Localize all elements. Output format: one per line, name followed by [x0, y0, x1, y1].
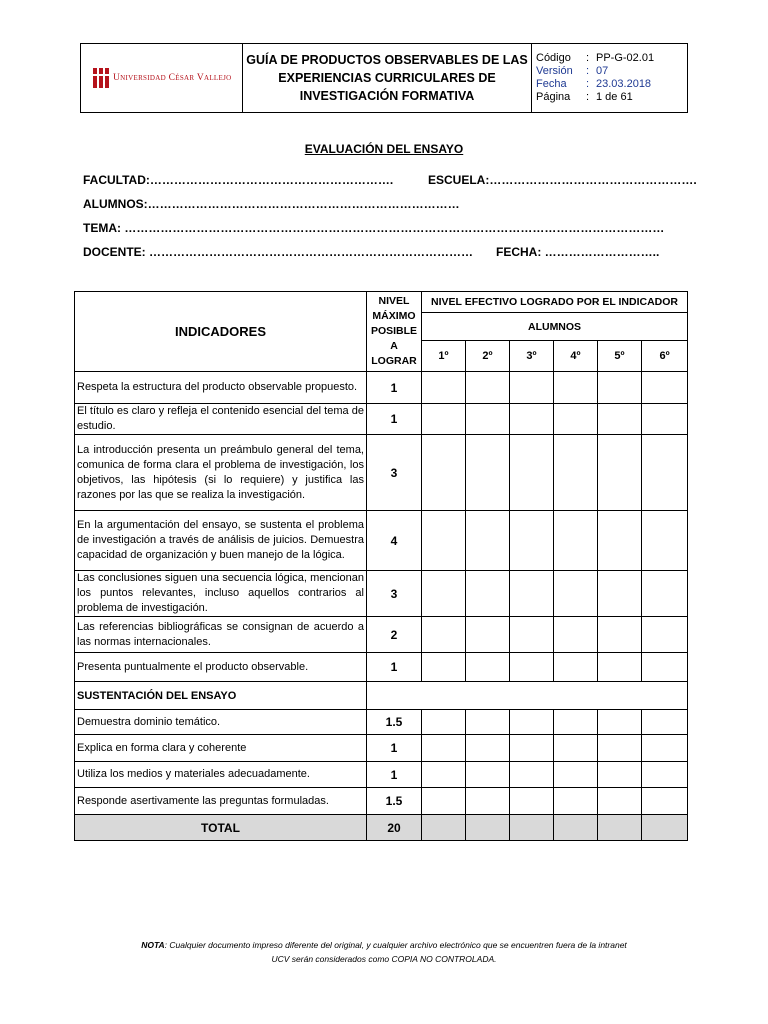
indicator-text: Las conclusiones siguen una secuencia lógica, mencionan los puntos relevantes, incluso aquellos contrarios al problema de investigación. [75, 571, 367, 617]
max-score: 4 [367, 511, 422, 571]
header-nivel-maximo: NIVEL MÁXIMO POSIBLE A LOGRAR [367, 292, 422, 372]
score-cell[interactable] [466, 617, 510, 653]
score-cell[interactable] [642, 404, 688, 435]
score-cell[interactable] [466, 571, 510, 617]
section-row [75, 682, 688, 710]
fecha-field[interactable]: FECHA: ……………………….. [496, 245, 660, 259]
meta-code: Código : PP-G-02.01 [536, 52, 655, 64]
score-cell[interactable] [554, 435, 598, 511]
score-cell[interactable] [510, 617, 554, 653]
score-cell[interactable] [466, 435, 510, 511]
header-alumnos: ALUMNOS [422, 313, 688, 341]
max-score: 1 [367, 735, 422, 762]
section-title: SUSTENTACIÓN DEL ENSAYO [75, 682, 367, 710]
table-row [75, 435, 688, 511]
score-cell[interactable] [510, 735, 554, 762]
document-title [243, 44, 532, 113]
score-cell[interactable] [510, 762, 554, 788]
score-cell[interactable] [598, 762, 642, 788]
tema-field[interactable]: TEMA: ……………………………………………………………………………………………………………………… [83, 221, 665, 235]
score-cell[interactable] [598, 710, 642, 735]
score-cell[interactable] [642, 735, 688, 762]
note-label: NOTA [141, 940, 165, 950]
section-blank [367, 682, 688, 710]
score-cell[interactable] [466, 372, 510, 404]
escuela-field[interactable]: ESCUELA:……………………………………………. [428, 173, 697, 187]
note-line-2: UCV serán considerados como COPIA NO CONTROLADA. [271, 954, 497, 964]
title-line: EXPERIENCIAS CURRICULARES DE [278, 71, 496, 85]
score-cell[interactable] [598, 435, 642, 511]
score-cell[interactable] [466, 788, 510, 815]
score-cell[interactable] [554, 617, 598, 653]
table-row [75, 710, 688, 735]
evaluation-table [74, 291, 688, 841]
indicator-text: En la argumentación del ensayo, se sustenta el problema de investigación a través de análisis de juicios. Demuestra capacidad de organización y buen manejo de la lógica. [75, 511, 367, 571]
indicator-text: Respeta la estructura del producto observable propuesto. [75, 372, 367, 404]
indicator-text: Presenta puntualmente el producto observable. [75, 653, 367, 682]
table-row [75, 788, 688, 815]
facultad-field[interactable]: FACULTAD:……………………………………………………. [83, 173, 394, 187]
score-cell[interactable] [422, 762, 466, 788]
max-score: 1 [367, 372, 422, 404]
score-cell[interactable] [510, 435, 554, 511]
header-nivel-efectivo: NIVEL EFECTIVO LOGRADO POR EL INDICADOR [422, 292, 688, 313]
score-cell[interactable] [422, 653, 466, 682]
score-cell[interactable] [422, 735, 466, 762]
docente-field[interactable]: DOCENTE: ……………………………………………………………………… [83, 245, 473, 259]
score-cell[interactable] [510, 372, 554, 404]
score-cell[interactable] [554, 762, 598, 788]
score-cell[interactable] [510, 788, 554, 815]
score-cell[interactable] [554, 653, 598, 682]
indicator-text: Las referencias bibliográficas se consignan de acuerdo a las normas internacionales. [75, 617, 367, 653]
score-cell[interactable] [598, 653, 642, 682]
score-cell[interactable] [422, 404, 466, 435]
score-cell[interactable] [598, 404, 642, 435]
score-cell[interactable] [642, 617, 688, 653]
score-cell[interactable] [554, 571, 598, 617]
total-cell[interactable] [598, 815, 642, 841]
score-cell[interactable] [642, 762, 688, 788]
score-cell[interactable] [642, 372, 688, 404]
student-col-5: 5º [598, 341, 642, 372]
score-cell[interactable] [466, 710, 510, 735]
note-line-1: NOTA: Cualquier documento impreso diferente del original, y cualquier archivo electrónico que se encuentren fuera de la intranet [141, 940, 627, 950]
header-indicadores: INDICADORES [75, 292, 367, 372]
student-col-6: 6º [642, 341, 688, 372]
max-score: 3 [367, 435, 422, 511]
title-line: INVESTIGACIÓN FORMATIVA [299, 89, 475, 103]
max-score: 1 [367, 762, 422, 788]
total-value: 20 [367, 815, 422, 841]
student-col-3: 3º [510, 341, 554, 372]
score-cell[interactable] [466, 653, 510, 682]
table-row [75, 735, 688, 762]
total-cell[interactable] [554, 815, 598, 841]
score-cell[interactable] [554, 511, 598, 571]
score-cell[interactable] [422, 710, 466, 735]
score-cell[interactable] [598, 372, 642, 404]
max-score: 2 [367, 617, 422, 653]
score-cell[interactable] [422, 617, 466, 653]
table-row [75, 404, 688, 435]
meta-page: Página : 1 de 61 [536, 91, 633, 103]
score-cell[interactable] [510, 511, 554, 571]
table-row [75, 372, 688, 404]
score-cell[interactable] [554, 710, 598, 735]
total-row [75, 815, 688, 841]
score-cell[interactable] [642, 710, 688, 735]
alumnos-field[interactable]: ALUMNOS:…………………………………………………………………… [83, 197, 460, 211]
indicator-text: La introducción presenta un preámbulo general del tema, comunica de forma clara el problema de investigación, los objetivos, las hipótesis (si lo requiere) y justifica las razones por las que se realiza la investigación. [75, 435, 367, 511]
score-cell[interactable] [510, 404, 554, 435]
score-cell[interactable] [510, 710, 554, 735]
evaluation-title: EVALUACIÓN DEL ENSAYO [304, 142, 464, 156]
score-cell[interactable] [422, 435, 466, 511]
max-score: 1 [367, 653, 422, 682]
score-cell[interactable] [642, 653, 688, 682]
score-cell[interactable] [642, 511, 688, 571]
total-cell[interactable] [422, 815, 466, 841]
footer-note [0, 938, 768, 966]
score-cell[interactable] [466, 511, 510, 571]
ucv-logo [93, 68, 242, 88]
logo-cell [81, 44, 243, 113]
student-col-4: 4º [554, 341, 598, 372]
score-cell[interactable] [598, 617, 642, 653]
score-cell[interactable] [466, 735, 510, 762]
score-cell[interactable] [598, 571, 642, 617]
student-col-1: 1º [422, 341, 466, 372]
score-cell[interactable] [422, 511, 466, 571]
table-row [75, 571, 688, 617]
score-cell[interactable] [466, 404, 510, 435]
score-cell[interactable] [554, 788, 598, 815]
document-header [80, 43, 688, 113]
max-score: 1.5 [367, 710, 422, 735]
logo-text: Universidad César Vallejo [113, 73, 232, 83]
total-cell[interactable] [642, 815, 688, 841]
ucv-shield-icon [93, 68, 109, 88]
total-label: TOTAL [75, 815, 367, 841]
max-score: 1 [367, 404, 422, 435]
indicator-text: El título es claro y refleja el contenido esencial del tema de estudio. [75, 404, 367, 435]
score-cell[interactable] [422, 788, 466, 815]
table-row [75, 511, 688, 571]
score-cell[interactable] [422, 571, 466, 617]
score-cell[interactable] [466, 762, 510, 788]
total-cell[interactable] [466, 815, 510, 841]
indicator-text: Utiliza los medios y materiales adecuadamente. [75, 762, 367, 788]
score-cell[interactable] [642, 788, 688, 815]
student-col-2: 2º [466, 341, 510, 372]
table-row [75, 762, 688, 788]
document-meta [532, 44, 688, 113]
max-score: 1.5 [367, 788, 422, 815]
table-row [75, 653, 688, 682]
indicator-text: Responde asertivamente las preguntas formuladas. [75, 788, 367, 815]
score-cell[interactable] [510, 653, 554, 682]
score-cell[interactable] [554, 404, 598, 435]
indicator-text: Demuestra dominio temático. [75, 710, 367, 735]
max-score: 3 [367, 571, 422, 617]
score-cell[interactable] [598, 511, 642, 571]
indicator-text: Explica en forma clara y coherente [75, 735, 367, 762]
score-cell[interactable] [598, 735, 642, 762]
title-line: GUÍA DE PRODUCTOS OBSERVABLES DE LAS [246, 53, 528, 67]
score-cell[interactable] [642, 435, 688, 511]
score-cell[interactable] [642, 571, 688, 617]
meta-date: Fecha : 23.03.2018 [536, 78, 652, 90]
score-cell[interactable] [422, 372, 466, 404]
score-cell[interactable] [510, 571, 554, 617]
table-row [75, 617, 688, 653]
score-cell[interactable] [554, 372, 598, 404]
total-cell[interactable] [510, 815, 554, 841]
score-cell[interactable] [598, 788, 642, 815]
meta-version: Versión : 07 [536, 65, 609, 77]
score-cell[interactable] [554, 735, 598, 762]
